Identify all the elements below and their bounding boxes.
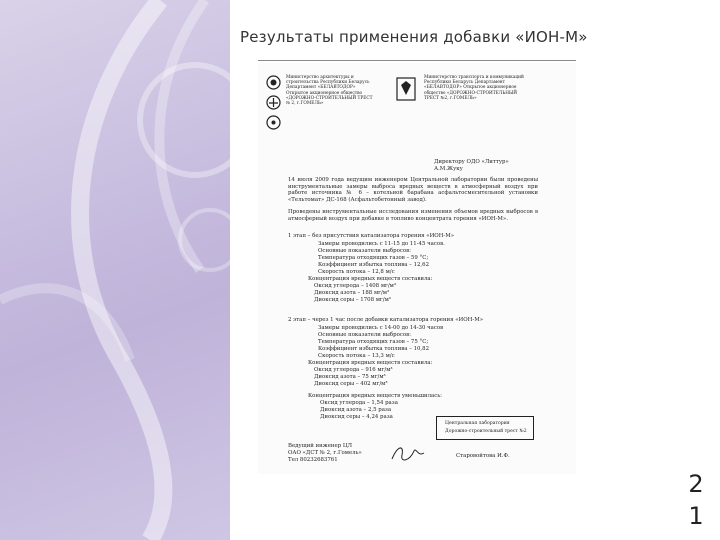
left-emblem-icon-3 — [266, 115, 281, 130]
decorative-sidebar — [0, 0, 230, 540]
stage-1-line: Диоксид азота – 188 мг/м³ — [314, 290, 390, 296]
stage-1-title: 1 этап – без присутствия катализатора горения «ИОН-М» — [288, 233, 455, 239]
reduction-title: Концентрация вредных веществ уменьшилась: — [308, 393, 442, 399]
reduction-line: Оксид углерода – 1,54 раза — [320, 400, 398, 406]
right-emblem-icon — [396, 77, 416, 101]
signer-line: Ведущий инженер ЦЛ — [288, 443, 353, 449]
stage-1-line: Основные показатели выбросов: — [318, 248, 411, 254]
stage-1-line: Концентрация вредных веществ составила: — [308, 276, 433, 282]
stage-1-line: Оксид углерода – 1408 мг/м³ — [314, 283, 397, 289]
addressee-line-1: Директору ОДО «Литтур» — [434, 159, 509, 165]
stage-1-line: Скорость потока – 12,8 м/с — [318, 269, 395, 275]
left-emblem-icon-2 — [266, 95, 281, 110]
handwritten-signature — [388, 441, 428, 467]
signer-line: ОАО «ДСТ № 2, г.Гомель» — [288, 450, 362, 456]
stage-1-line: Замеры проводились с 11-15 до 11-45 часов. — [318, 241, 445, 247]
stage-2-line: Коэффициент избытка топлива – 10,82 — [318, 346, 429, 352]
slide-number-digit: 1 — [688, 502, 704, 530]
scanned-letter — [258, 63, 576, 474]
stage-2-line: Диоксид азота – 75 мг/м³ — [314, 374, 386, 380]
stage-2-line: Скорость потока – 13,3 м/с — [318, 353, 395, 359]
stage-2-line: Концентрация вредных веществ составила: — [308, 360, 433, 366]
left-header-text: Министерство архитектуры и строительства Республики Беларусь Департамент «БЕЛАВТОДОР» Открытое акционерное общество «ДОРОЖНО-СТРОИТЕЛЬНЫЙ ТРЕСТ № 2, г.ГОМЕЛЬ» — [286, 75, 373, 107]
page-title: Результаты применения добавки «ИОН-М» — [240, 28, 588, 46]
stage-2-line: Оксид углерода – 916 мг/м³ — [314, 367, 393, 373]
stage-2-title: 2 этап – через 1 час после добавки катализатора горения «ИОН-М» — [288, 317, 484, 323]
stage-2-line: Основные показатели выбросов: — [318, 332, 411, 338]
official-stamp: Центральная лаборатория Дорожно-строительный трест №2 — [436, 416, 534, 440]
title-divider — [258, 60, 576, 61]
stage-1-line: Диоксид серы – 1708 мг/м³ — [314, 297, 391, 303]
stage-2-line: Диоксид серы – 402 мг/м³ — [314, 381, 388, 387]
signer-line: Тел 80232683761 — [288, 457, 338, 463]
intro-paragraph-2: Проведены инструментальные исследования изменения объемов вредных выбросов в атмосферный воздух при добавке в топливо концентрата горения «ИОН-М». — [288, 209, 538, 222]
reduction-line: Диоксид азота – 2,5 раза — [320, 407, 392, 413]
left-emblem-icon — [266, 75, 281, 90]
right-header-text: Министерство транспорта и коммуникаций Республики Беларусь Департамент «БЕЛАВТОДОР» Открытое акционерное общество «ДОРОЖНО-СТРОИТЕЛЬНЫЙ ТРЕСТ №2, г.ГОМЕЛЬ» — [424, 75, 524, 101]
reduction-line: Диоксид серы – 4,24 раза — [320, 414, 393, 420]
stage-2-line: Замеры проводились с 14-00 до 14-30 часов — [318, 325, 444, 331]
slide-number-digit: 2 — [688, 470, 704, 498]
signer-name: Старовойтова И.Ф. — [456, 453, 510, 459]
addressee-line-2: А.М.Жуку — [434, 166, 463, 172]
intro-paragraph: 14 июля 2009 года ведущим инженером Центральной лаборатории были проведены инструментальные замеры выброса вредных веществ в атмосферный воздух при работе источника № 6 – котельной барабана асфальтосмесительной установки «Тельтомат» ДС-168 (Асфальтобетонный завод). — [288, 177, 538, 203]
stage-1-line: Температура отходящих газов – 59 °С; — [318, 255, 429, 261]
stage-1-line: Коэффициент избытка топлива – 12,62 — [318, 262, 429, 268]
sidebar-swirl-decoration — [0, 0, 230, 540]
stage-2-line: Температура отходящих газов – 75 °С; — [318, 339, 429, 345]
